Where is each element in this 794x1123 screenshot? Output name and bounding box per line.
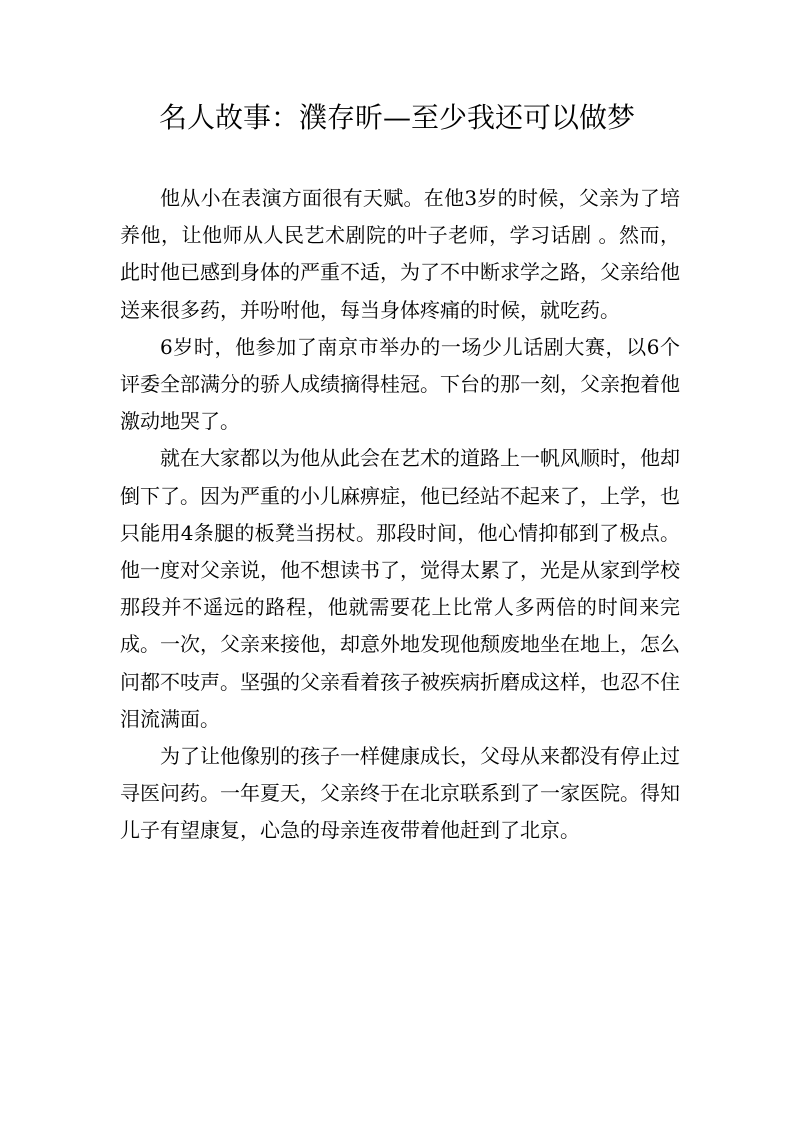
paragraph-2: 6岁时，他参加了南京市举办的一场少儿话剧大赛，以6个评委全部满分的骄人成绩摘得桂冠。下台的那一刻，父亲抱着他激动地哭了。 [120, 334, 680, 434]
document-body [120, 180, 680, 850]
document-title: 名人故事：濮存昕—至少我还可以做梦 [158, 101, 635, 134]
paragraph-1: 他从小在表演方面很有天赋。在他3岁的时候，父亲为了培养他，让他师从人民艺术剧院的叶子老师，学习话剧 。然而，此时他已感到身体的严重不适，为了不中断求学之路，父亲给他送来很多药，并吩咐他，每当身体疼痛的时候，就吃药。 [120, 186, 680, 322]
paragraph-3: 就在大家都以为他从此会在艺术的道路上一帆风顺时，他却倒下了。因为严重的小儿麻痹症，他已经站不起来了，上学，也只能用4条腿的板凳当拐杖。那段时间，他心情抑郁到了极点。他一度对父亲说，他不想读书了，觉得太累了，光是从家到学校那段并不遥远的路程，他就需要花上比常人多两倍的时间来完成。一次，父亲来接他，却意外地发现他颓废地坐在地上，怎么问都不吱声。坚强的父亲看着孩子被疾病折磨成这样，也忍不住泪流满面。 [120, 446, 680, 731]
paragraph-4: 为了让他像别的孩子一样健康成长，父母从来都没有停止过寻医问药。一年夏天，父亲终于在北京联系到了一家医院。得知儿子有望康复，心急的母亲连夜带着他赶到了北京。 [120, 744, 680, 843]
